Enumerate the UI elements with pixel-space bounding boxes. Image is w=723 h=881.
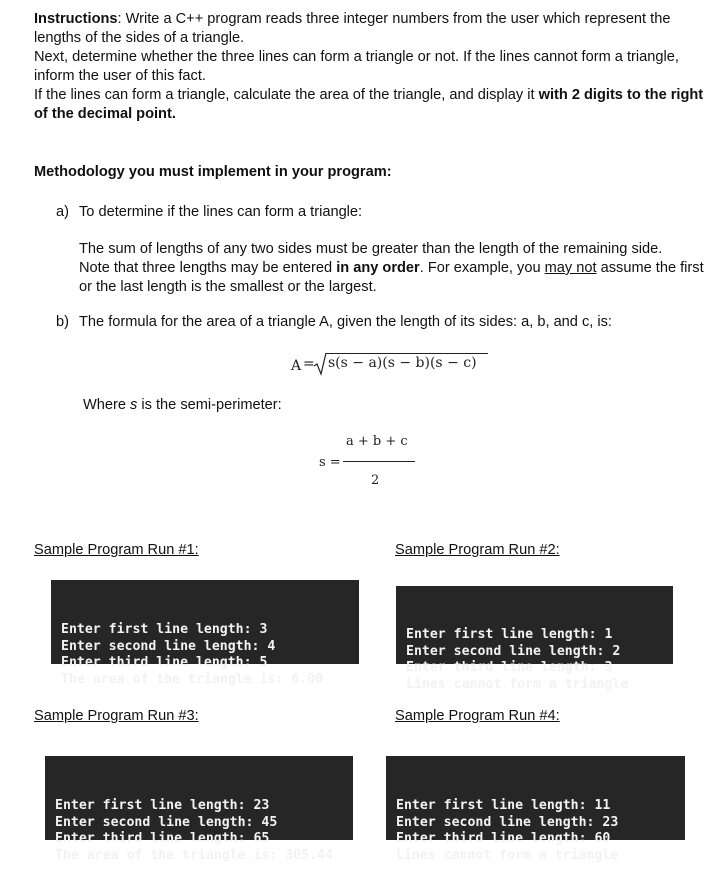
s-formula-fraction-bar	[343, 461, 415, 462]
sample-2-console	[396, 586, 673, 692]
item-a-detail-2c: . For example, you	[419, 260, 545, 276]
item-a-detail-line1: The sum of lengths of any two sides must be greater than the length of the remaining side.	[79, 241, 663, 257]
where-s: s	[130, 397, 138, 413]
console-line: Enter first line length: 11	[396, 798, 611, 813]
sample-1-label: Sample Program Run #1:	[34, 542, 199, 558]
item-a-detail-2d: may not	[544, 260, 597, 276]
s-formula-lhs: s =	[319, 455, 341, 470]
console-line: The area of the triangle is: 6.00	[61, 671, 324, 687]
console-line: Enter third line length: 60	[396, 831, 611, 846]
console-line: The area of the triangle is: 305.44	[55, 847, 333, 863]
instructions-line1: : Write a C++ program reads three integer numbers from the user which represent the lengths of the sides of a triangle.	[34, 11, 671, 46]
sample-1-console	[51, 580, 359, 687]
instructions-line3: If the lines can form a triangle, calculate the area of the triangle, and display it	[34, 87, 539, 103]
methodology-heading: Methodology you must implement in your program:	[34, 164, 392, 180]
instructions-line2: Next, determine whether the three lines can form a triangle or not. If the lines cannot form a triangle, inform the user of this fact.	[34, 49, 679, 84]
item-a-detail	[79, 240, 704, 297]
console-line: Enter third line length: 3	[406, 660, 613, 675]
sample-3-label: Sample Program Run #3:	[34, 708, 199, 724]
sample-4-label: Sample Program Run #4:	[395, 708, 560, 724]
console-line: Enter second line length: 45	[55, 814, 278, 830]
item-b-text: The formula for the area of a triangle A, given the length of its sides: a, b, and c, is:	[79, 314, 612, 330]
console-line: Enter first line length: 23	[55, 798, 270, 813]
instructions-label: Instructions	[34, 11, 118, 27]
area-formula-eq: =	[303, 356, 315, 372]
sample-3-console	[45, 756, 353, 863]
console-line: Enter first line length: 1	[406, 627, 613, 642]
item-a-detail-2b: in any order	[336, 260, 420, 276]
item-a-marker: a)	[56, 204, 69, 220]
where-b: is the semi-perimeter:	[137, 397, 282, 413]
console-line: Enter third line length: 5	[61, 655, 268, 670]
console-line: Lines cannot form a triangle	[406, 676, 629, 692]
item-a-text: To determine if the lines can form a triangle:	[79, 204, 363, 220]
console-line: Enter third line length: 65	[55, 831, 270, 846]
s-formula-denominator: 2	[371, 473, 380, 488]
sqrt-vinculum	[326, 353, 488, 354]
item-b-marker: b)	[56, 314, 69, 330]
item-a-detail-2a: Note that three lengths may be entered	[79, 260, 337, 276]
console-line: Enter second line length: 2	[406, 643, 621, 659]
console-line: Enter first line length: 3	[61, 622, 268, 637]
sample-4-console	[386, 756, 685, 863]
console-line: Lines cannot form a triangle	[396, 847, 619, 863]
area-formula-lhs: A	[291, 358, 302, 374]
console-line: Enter second line length: 23	[396, 814, 619, 830]
s-formula-numerator: a + b + c	[346, 434, 408, 449]
where-a: Where	[83, 397, 131, 413]
semi-perimeter-note	[83, 397, 282, 413]
sample-2-label: Sample Program Run #2:	[395, 542, 560, 558]
instructions-line3-bold: with 2 digits to the right of the decimal point.	[34, 87, 704, 122]
console-line: Enter second line length: 4	[61, 638, 276, 654]
sqrt-symbol	[313, 352, 327, 376]
item-a-detail-2e: assume the first or the last length is the smallest or the largest.	[79, 260, 704, 295]
area-formula-radicand: s(s − a)(s − b)(s − c)	[328, 355, 477, 371]
instructions-paragraph	[34, 10, 704, 124]
